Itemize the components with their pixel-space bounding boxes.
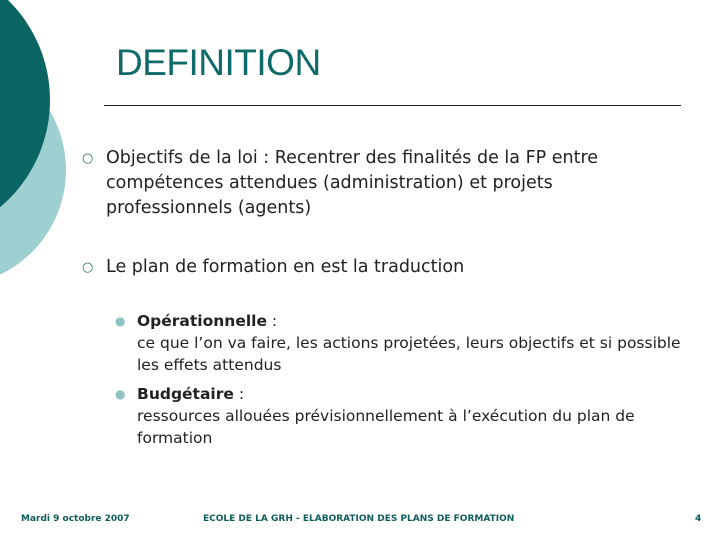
slide-title: DEFINITION — [116, 42, 321, 83]
filled-circle-bullet-icon: ● — [115, 314, 126, 328]
slide-number: 4 — [695, 514, 702, 524]
footer-date: Mardi 9 octobre 2007 — [21, 514, 130, 524]
bullet-item — [82, 255, 676, 280]
hollow-circle-bullet-icon: ○ — [82, 260, 94, 275]
separator: : — [233, 385, 245, 403]
sub-bullet-item — [115, 310, 697, 376]
separator: : — [266, 312, 278, 330]
footer-title: ECOLE DE LA GRH - ELABORATION DES PLANS DE FORMATION — [203, 514, 515, 524]
hollow-circle-bullet-icon: ○ — [82, 151, 94, 166]
sub-bullet-item — [115, 383, 697, 449]
title-divider — [104, 105, 681, 106]
sub-bullet-label: Opérationnelle — [137, 312, 267, 330]
filled-circle-bullet-icon: ● — [115, 387, 126, 401]
bullet-item — [82, 146, 676, 221]
sub-bullet-text: ce que l’on va faire, les actions projetées, leurs objectifs et si possible les effets attendus — [137, 334, 681, 374]
decorative-circles — [0, 0, 120, 300]
sub-bullet-label: Budgétaire — [137, 385, 234, 403]
bullet-text: Objectifs de la loi : Recentrer des finalités de la FP entre compétences attendues (administration) et projets professionnels (agents) — [106, 148, 599, 218]
bullet-text: Le plan de formation en est la traduction — [106, 257, 465, 277]
sub-bullet-text: ressources allouées prévisionnellement à l’exécution du plan de formation — [137, 407, 635, 447]
